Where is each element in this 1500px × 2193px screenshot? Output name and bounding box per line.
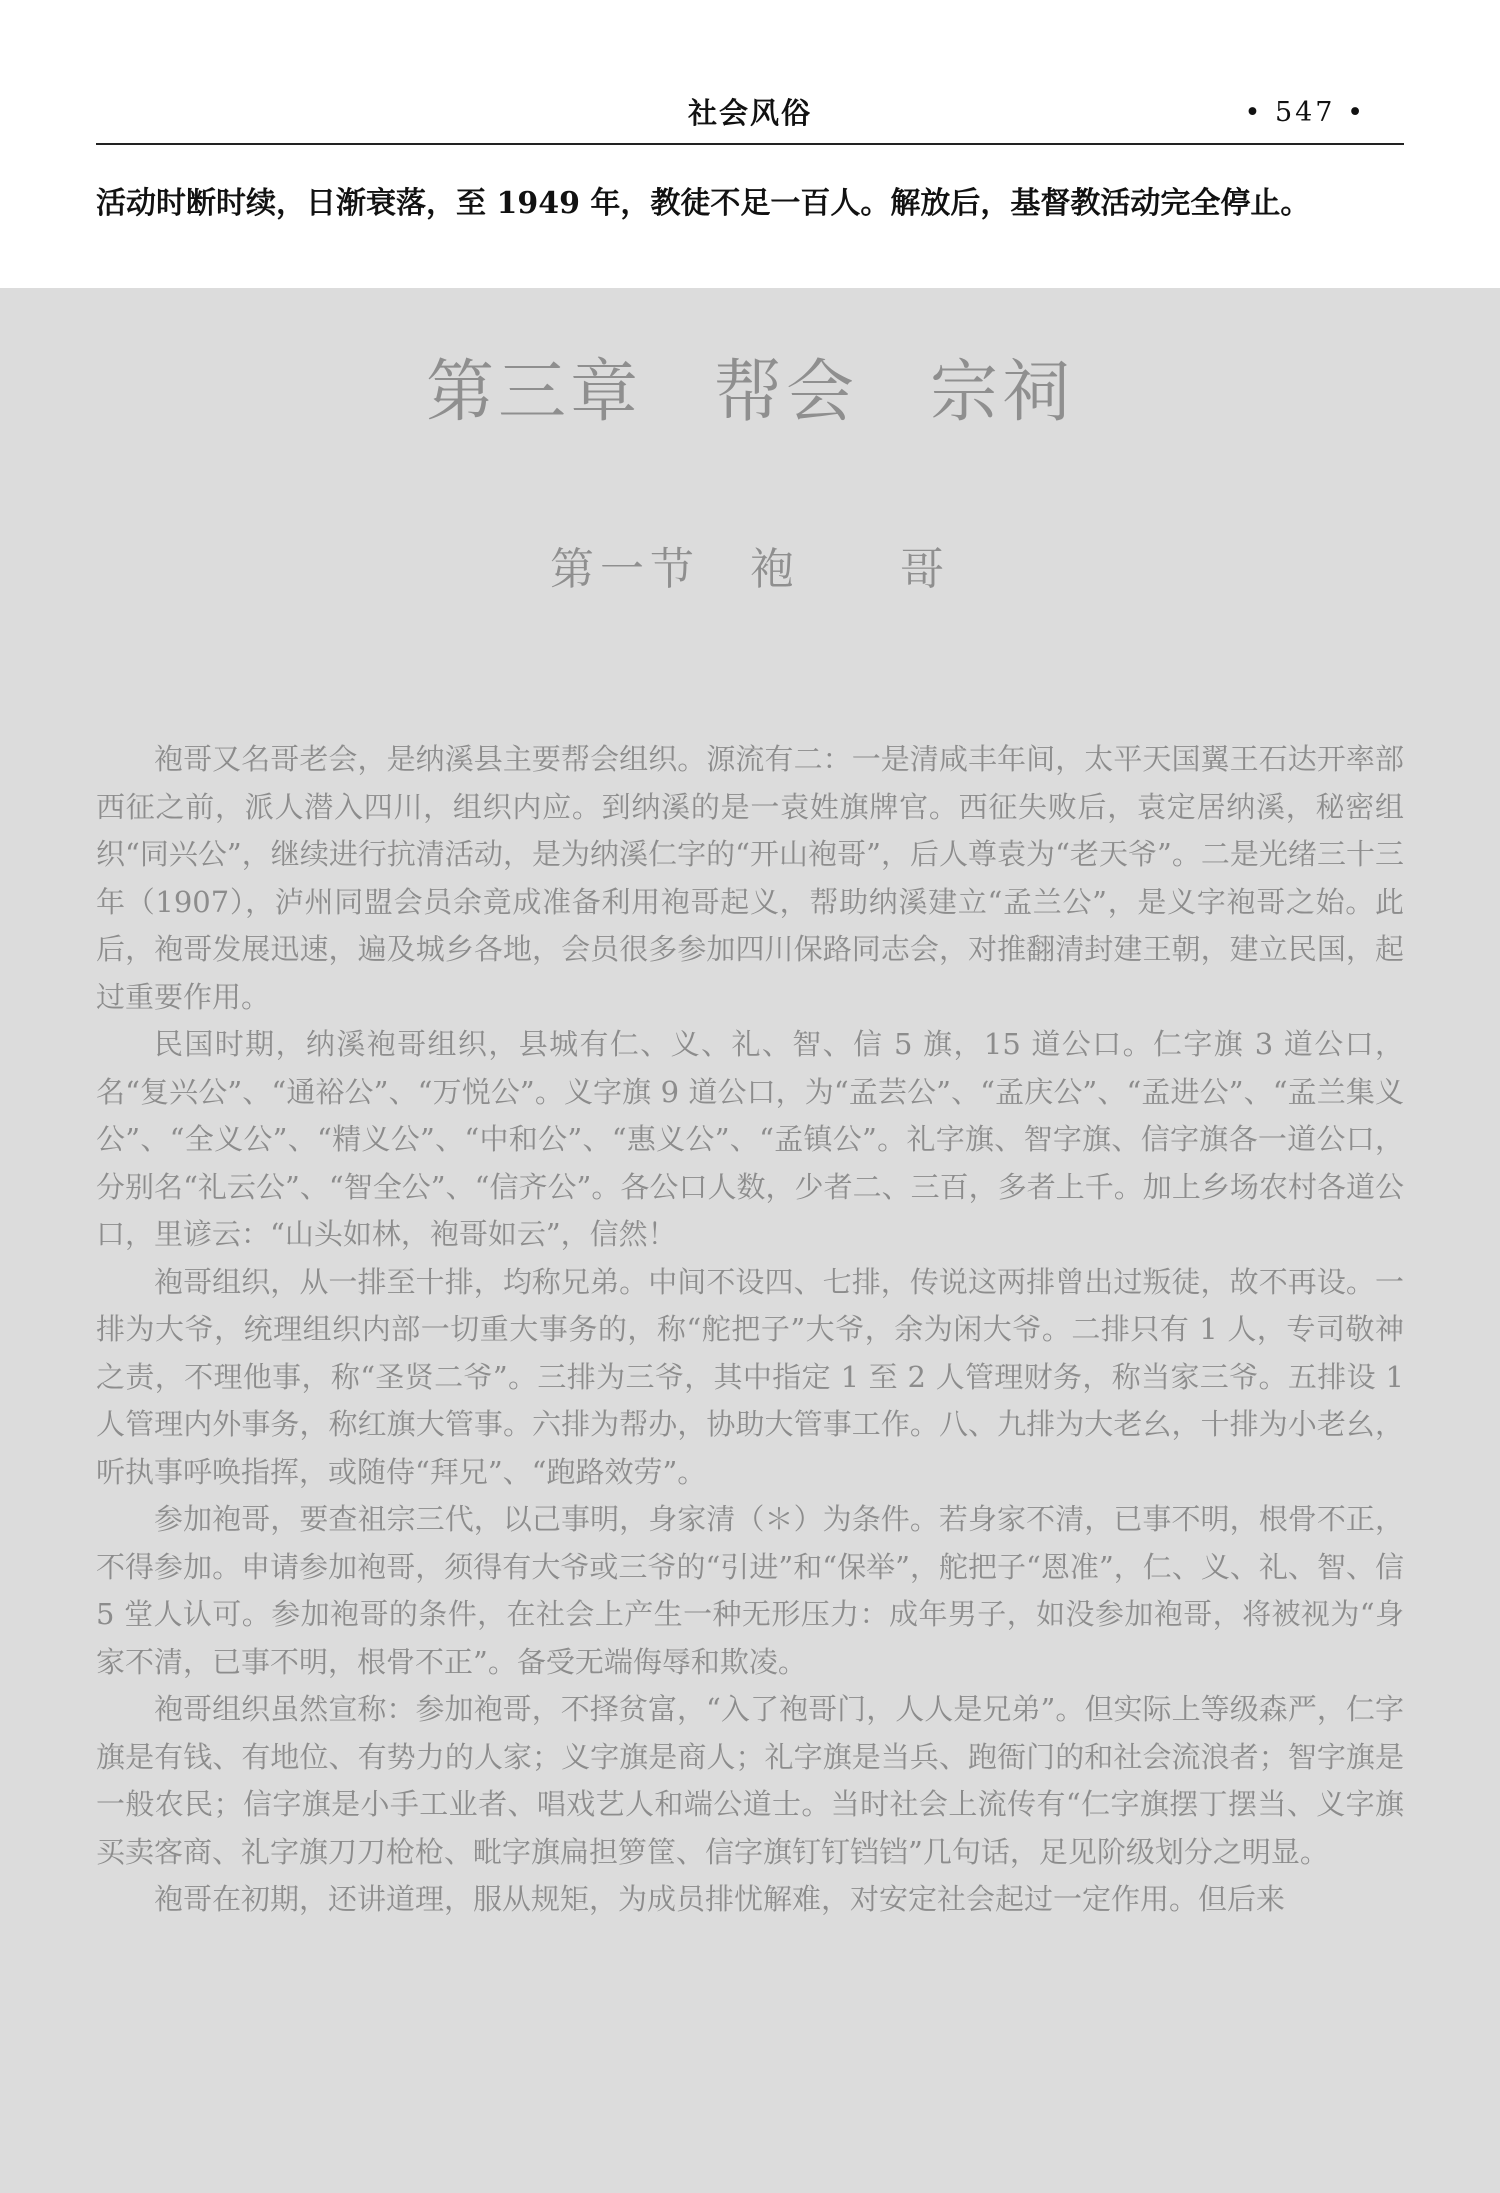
running-header-title: 社会风俗 [687,96,812,130]
page-header [96,88,1404,138]
paragraph: 袍哥在初期，还讲道理，服从规矩，为成员排忧解难，对安定社会起过一定作用。但后来 [154,1882,1286,1916]
page-number: • 547 • [1244,97,1366,128]
header-rule [96,143,1404,145]
paragraph: 袍哥组织虽然宣称：参加袍哥，不择贫富，“入了袍哥门，人人是兄弟”。但实际上等级森严，仁字旗是有钱、有地位、有势力的人家；义字旗是商人；礼字旗是当兵、跑衙门的和社会流浪者；智字旗是一般农民；信字旗是小手工业者、唱戏艺人和端公道士。当时社会上流传有“仁字旗摆丁摆当、义字旗买卖客商、礼字旗刀刀枪枪、毗字旗扁担箩筐、信字旗钉钉铛铛”几句话，足见阶级划分之明显。 [96,1692,1404,1869]
paragraph: 袍哥又名哥老会，是纳溪县主要帮会组织。源流有二：一是清咸丰年间，太平天国翼王石达开率部西征之前，派人潜入四川，组织内应。到纳溪的是一袁姓旗牌官。西征失败后，袁定居纳溪，秘密组织“同兴公”，继续进行抗清活动，是为纳溪仁字的“开山袍哥”，后人尊袁为“老天爷”。二是光绪三十三年（1907），泸州同盟会员余竟成准备利用袍哥起义，帮助纳溪建立“孟兰公”，是义字袍哥之始。此后，袍哥发展迅速，遍及城乡各地，会员很多参加四川保路同志会，对推翻清封建王朝，建立民国，起过重要作用。 [96,742,1404,1014]
paragraph: 民国时期，纳溪袍哥组织，县城有仁、义、礼、智、信 5 旗，15 道公口。仁字旗 3 道公口，名“复兴公”、“通裕公”、“万悦公”。义字旗 9 道公口，为“孟芸公”、“孟庆公”、“孟进公”、“孟兰集义公”、“全义公”、“精义公”、“中和公”、“惠义公”、“孟镇公”。礼字旗、智字旗、信字旗各一道公口，分别名“礼云公”、“智全公”、“信齐公”。各公口人数，少者二、三百，多者上千。加上乡场农村各道公口，里谚云：“山头如林，袍哥如云”，信然！ [96,1027,1404,1251]
chapter-section [0,288,1500,2193]
chapter-title: 第三章 帮会 宗祠 [425,353,1074,432]
paragraph: 参加袍哥，要查祖宗三代，以己事明，身家清（＊）为条件。若身家不清，已事不明，根骨不正，不得参加。申请参加袍哥，须得有大爷或三爷的“引进”和“保举”，舵把子“恩准”，仁、义、礼、智、信 5 堂人认可。参加袍哥的条件，在社会上产生一种无形压力：成年男子，如没参加袍哥，将被视为“身家不清，已事不明，根骨不正”。备受无端侮辱和欺凌。 [96,1502,1404,1679]
body-text [96,736,1404,1924]
section-title: 第一节 袍 哥 [550,544,950,595]
continued-text-line: 活动时断时续，日渐衰落，至 1949 年，教徒不足一百人。解放后，基督教活动完全停止。 [96,186,1311,221]
paragraph: 袍哥组织，从一排至十排，均称兄弟。中间不设四、七排，传说这两排曾出过叛徒，故不再设。一排为大爷，统理组织内部一切重大事务的，称“舵把子”大爷，余为闲大爷。二排只有 1 人，专司敬神之责，不理他事，称“圣贤二爷”。三排为三爷，其中指定 1 至 2 人管理财务，称当家三爷。五排设 1 人管理内外事务，称红旗大管事。六排为帮办，协助大管事工作。八、九排为大老幺，十排为小老幺，听执事呼唤指挥，或随侍“拜兄”、“跑路效劳”。 [96,1264,1404,1489]
